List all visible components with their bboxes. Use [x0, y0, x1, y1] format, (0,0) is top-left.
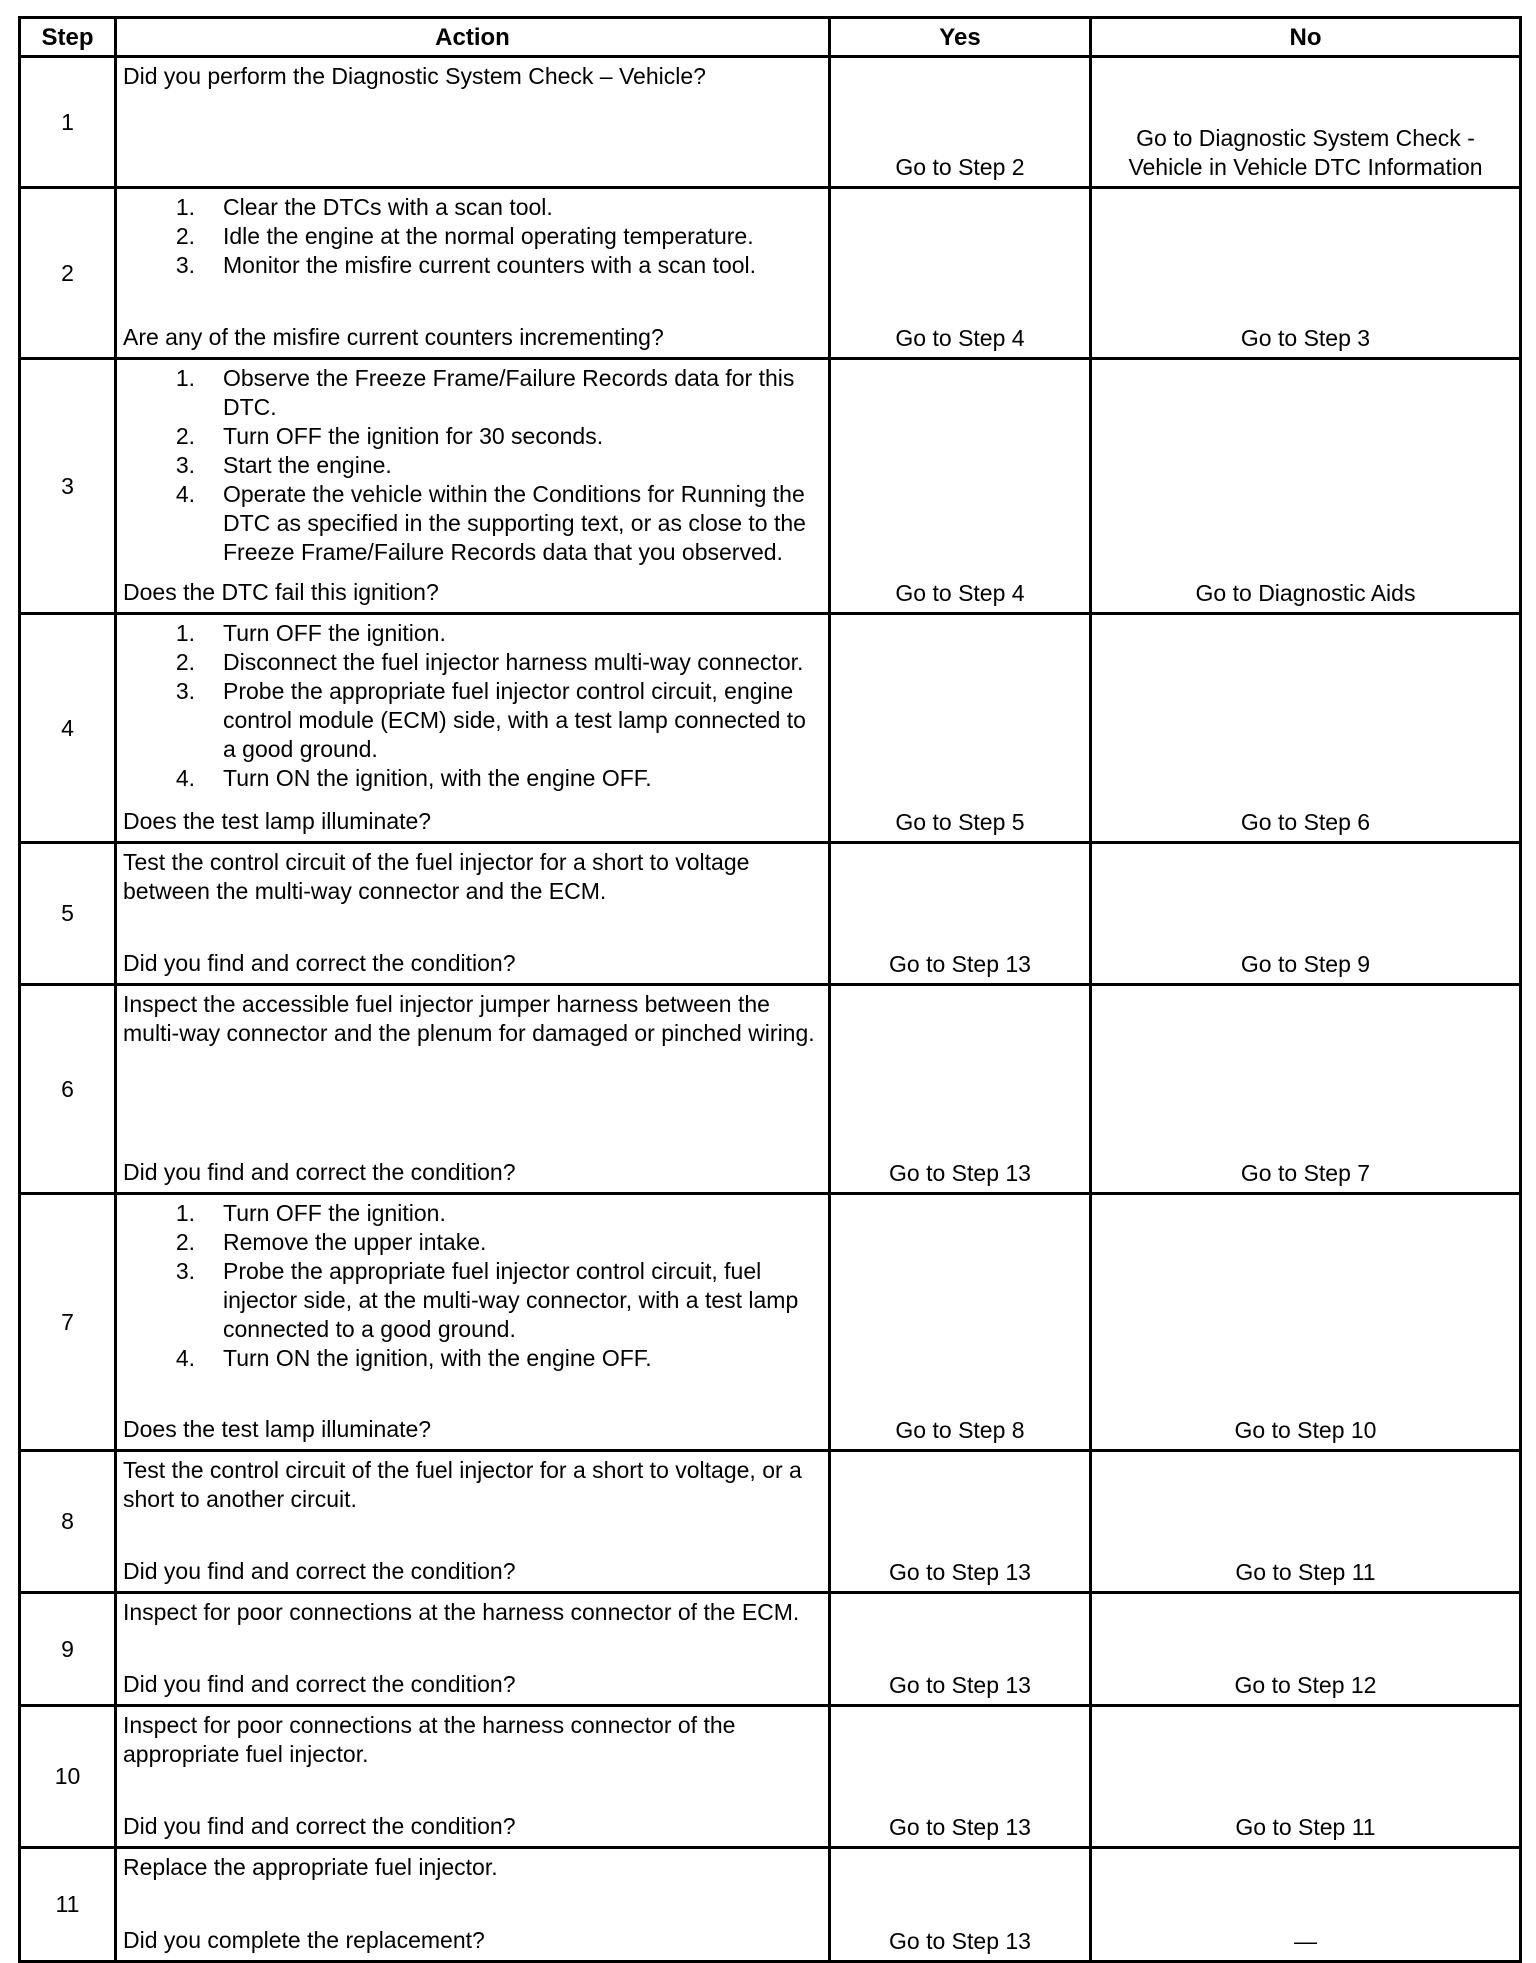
- yes-result: Go to Step 8: [830, 1194, 1091, 1451]
- procedure-item-number: 3.: [175, 452, 195, 478]
- procedure-item-number: 1.: [175, 365, 195, 391]
- header-step: Step: [20, 18, 116, 57]
- action-question: Did you find and correct the condition?: [123, 950, 516, 976]
- diagnostic-table: [18, 16, 1522, 1963]
- yes-result: Go to Step 13: [830, 1848, 1091, 1962]
- step-number: 5: [20, 843, 116, 985]
- table-row: [20, 614, 1521, 843]
- procedure-item-text: Disconnect the fuel injector harness multi-way connector.: [223, 649, 804, 675]
- procedure-item: [123, 1199, 822, 1228]
- no-result: Go to Step 7: [1091, 985, 1521, 1194]
- action-content: [117, 1452, 828, 1588]
- action-content: [117, 1707, 828, 1843]
- action-body: [123, 848, 822, 906]
- yes-result: Go to Step 4: [830, 359, 1091, 614]
- action-body: [123, 1199, 822, 1373]
- action-cell: [116, 57, 830, 188]
- step-number: 8: [20, 1451, 116, 1593]
- action-body: [123, 364, 822, 567]
- step-number: 6: [20, 985, 116, 1194]
- table-row: [20, 1194, 1521, 1451]
- action-text: Inspect the accessible fuel injector jumper harness between the multi-way connector and the plenum for damaged or pinched wiring.: [123, 991, 815, 1046]
- yes-result: Go to Step 13: [830, 1706, 1091, 1848]
- no-result: Go to Step 11: [1091, 1706, 1521, 1848]
- step-number: 1: [20, 57, 116, 188]
- header-no: No: [1091, 18, 1521, 57]
- action-content: [117, 58, 828, 183]
- procedure-list: [123, 193, 822, 280]
- procedure-item-number: 4.: [175, 481, 195, 507]
- step-number: 2: [20, 188, 116, 359]
- procedure-item-text: Monitor the misfire current counters with a scan tool.: [223, 252, 757, 278]
- no-result: Go to Diagnostic System Check - Vehicle in Vehicle DTC Information: [1091, 57, 1521, 188]
- table-row: [20, 1848, 1521, 1962]
- table-row: [20, 1593, 1521, 1706]
- action-cell: [116, 359, 830, 614]
- procedure-item-text: Turn OFF the ignition.: [223, 1200, 446, 1226]
- yes-result: Go to Step 13: [830, 1451, 1091, 1593]
- action-question: Does the test lamp illuminate?: [123, 808, 432, 834]
- action-body: [123, 1711, 822, 1769]
- procedure-item-text: Observe the Freeze Frame/Failure Records data for this DTC.: [223, 365, 795, 420]
- no-result: Go to Step 12: [1091, 1593, 1521, 1706]
- action-body: [123, 619, 822, 793]
- header-row: [20, 18, 1521, 57]
- action-cell: [116, 1194, 830, 1451]
- no-result: Go to Step 3: [1091, 188, 1521, 359]
- no-result: —: [1091, 1848, 1521, 1962]
- action-body: [123, 1853, 822, 1882]
- action-cell: [116, 1706, 830, 1848]
- action-question: Did you find and correct the condition?: [123, 1813, 516, 1839]
- action-question: Did you find and correct the condition?: [123, 1671, 516, 1697]
- procedure-item: [123, 648, 822, 677]
- procedure-item-number: 2.: [175, 1229, 195, 1255]
- action-cell: [116, 985, 830, 1194]
- table-row: [20, 57, 1521, 188]
- table-row: [20, 1451, 1521, 1593]
- yes-result: Go to Step 4: [830, 188, 1091, 359]
- action-content: [117, 615, 828, 838]
- procedure-item-number: 3.: [175, 678, 195, 704]
- procedure-item-text: Turn OFF the ignition for 30 seconds.: [223, 423, 604, 449]
- action-cell: [116, 843, 830, 985]
- procedure-item-text: Probe the appropriate fuel injector control circuit, engine control module (ECM) side, with a test lamp connected to a good ground.: [223, 678, 806, 762]
- procedure-item: [123, 251, 822, 280]
- procedure-item-text: Remove the upper intake.: [223, 1229, 487, 1255]
- procedure-item-number: 1.: [175, 1200, 195, 1226]
- procedure-item: [123, 364, 822, 422]
- no-result: Go to Step 11: [1091, 1451, 1521, 1593]
- step-number: 10: [20, 1706, 116, 1848]
- table-row: [20, 843, 1521, 985]
- procedure-list: [123, 364, 822, 567]
- step-number: 7: [20, 1194, 116, 1451]
- procedure-item: [123, 619, 822, 648]
- procedure-item-number: 2.: [175, 649, 195, 675]
- action-content: [117, 189, 828, 354]
- table-row: [20, 1706, 1521, 1848]
- action-cell: [116, 1451, 830, 1593]
- action-text: Replace the appropriate fuel injector.: [123, 1854, 498, 1880]
- procedure-item: [123, 451, 822, 480]
- action-question: Does the test lamp illuminate?: [123, 1416, 432, 1442]
- no-result: Go to Step 10: [1091, 1194, 1521, 1451]
- action-content: [117, 844, 828, 980]
- table-row: [20, 188, 1521, 359]
- procedure-item-number: 3.: [175, 252, 195, 278]
- action-content: [117, 1195, 828, 1446]
- yes-result: Go to Step 13: [830, 1593, 1091, 1706]
- header-yes: Yes: [830, 18, 1091, 57]
- procedure-item-text: Turn OFF the ignition.: [223, 620, 446, 646]
- table-body: [20, 57, 1521, 1962]
- procedure-item-text: Probe the appropriate fuel injector control circuit, fuel injector side, at the multi-way connector, with a test lamp connected to a good ground.: [223, 1258, 799, 1342]
- procedure-item: [123, 1257, 822, 1344]
- procedure-list: [123, 619, 822, 793]
- action-text: Test the control circuit of the fuel injector for a short to voltage, or a short to another circuit.: [123, 1457, 802, 1512]
- action-text: Did you perform the Diagnostic System Check – Vehicle?: [123, 63, 706, 89]
- action-cell: [116, 1848, 830, 1962]
- procedure-item: [123, 677, 822, 764]
- step-number: 9: [20, 1593, 116, 1706]
- action-question: Did you find and correct the condition?: [123, 1159, 516, 1185]
- procedure-item-number: 2.: [175, 223, 195, 249]
- procedure-item: [123, 193, 822, 222]
- yes-result: Go to Step 13: [830, 985, 1091, 1194]
- procedure-item: [123, 1344, 822, 1373]
- yes-result: Go to Step 5: [830, 614, 1091, 843]
- action-content: [117, 986, 828, 1189]
- procedure-item-number: 1.: [175, 194, 195, 220]
- procedure-item-text: Clear the DTCs with a scan tool.: [223, 194, 553, 220]
- procedure-item-text: Start the engine.: [223, 452, 392, 478]
- table-row: [20, 985, 1521, 1194]
- action-question: Are any of the misfire current counters incrementing?: [123, 324, 664, 350]
- procedure-item-text: Operate the vehicle within the Conditions for Running the DTC as specified in the supporting text, or as close to the Freeze Frame/Failure Records data that you observed.: [223, 481, 806, 565]
- step-number: 11: [20, 1848, 116, 1962]
- procedure-item-number: 4.: [175, 1345, 195, 1371]
- step-number: 4: [20, 614, 116, 843]
- action-body: [123, 1598, 822, 1627]
- action-text: Test the control circuit of the fuel injector for a short to voltage between the multi-way connector and the ECM.: [123, 849, 750, 904]
- header-action: Action: [116, 18, 830, 57]
- procedure-item-text: Turn ON the ignition, with the engine OFF.: [223, 1345, 652, 1371]
- procedure-item-text: Idle the engine at the normal operating temperature.: [223, 223, 754, 249]
- procedure-item: [123, 764, 822, 793]
- step-number: 3: [20, 359, 116, 614]
- action-question: Did you complete the replacement?: [123, 1927, 485, 1953]
- action-body: [123, 62, 822, 91]
- procedure-item-text: Turn ON the ignition, with the engine OFF.: [223, 765, 652, 791]
- procedure-list: [123, 1199, 822, 1373]
- action-body: [123, 193, 822, 280]
- action-question: Does the DTC fail this ignition?: [123, 579, 439, 605]
- action-content: [117, 1849, 828, 1957]
- action-cell: [116, 1593, 830, 1706]
- procedure-item-number: 4.: [175, 765, 195, 791]
- action-text: Inspect for poor connections at the harness connector of the ECM.: [123, 1599, 800, 1625]
- procedure-item-number: 3.: [175, 1258, 195, 1284]
- action-body: [123, 1456, 822, 1514]
- action-cell: [116, 614, 830, 843]
- no-result: Go to Step 9: [1091, 843, 1521, 985]
- action-body: [123, 990, 822, 1048]
- action-content: [117, 1594, 828, 1701]
- procedure-item: [123, 222, 822, 251]
- yes-result: Go to Step 13: [830, 843, 1091, 985]
- procedure-item-number: 1.: [175, 620, 195, 646]
- procedure-item: [123, 1228, 822, 1257]
- action-question: Did you find and correct the condition?: [123, 1558, 516, 1584]
- action-cell: [116, 188, 830, 359]
- no-result: Go to Step 6: [1091, 614, 1521, 843]
- action-text: Inspect for poor connections at the harness connector of the appropriate fuel injector.: [123, 1712, 736, 1767]
- procedure-item: [123, 480, 822, 567]
- action-content: [117, 360, 828, 609]
- procedure-item: [123, 422, 822, 451]
- table-row: [20, 359, 1521, 614]
- procedure-item-number: 2.: [175, 423, 195, 449]
- no-result: Go to Diagnostic Aids: [1091, 359, 1521, 614]
- yes-result: Go to Step 2: [830, 57, 1091, 188]
